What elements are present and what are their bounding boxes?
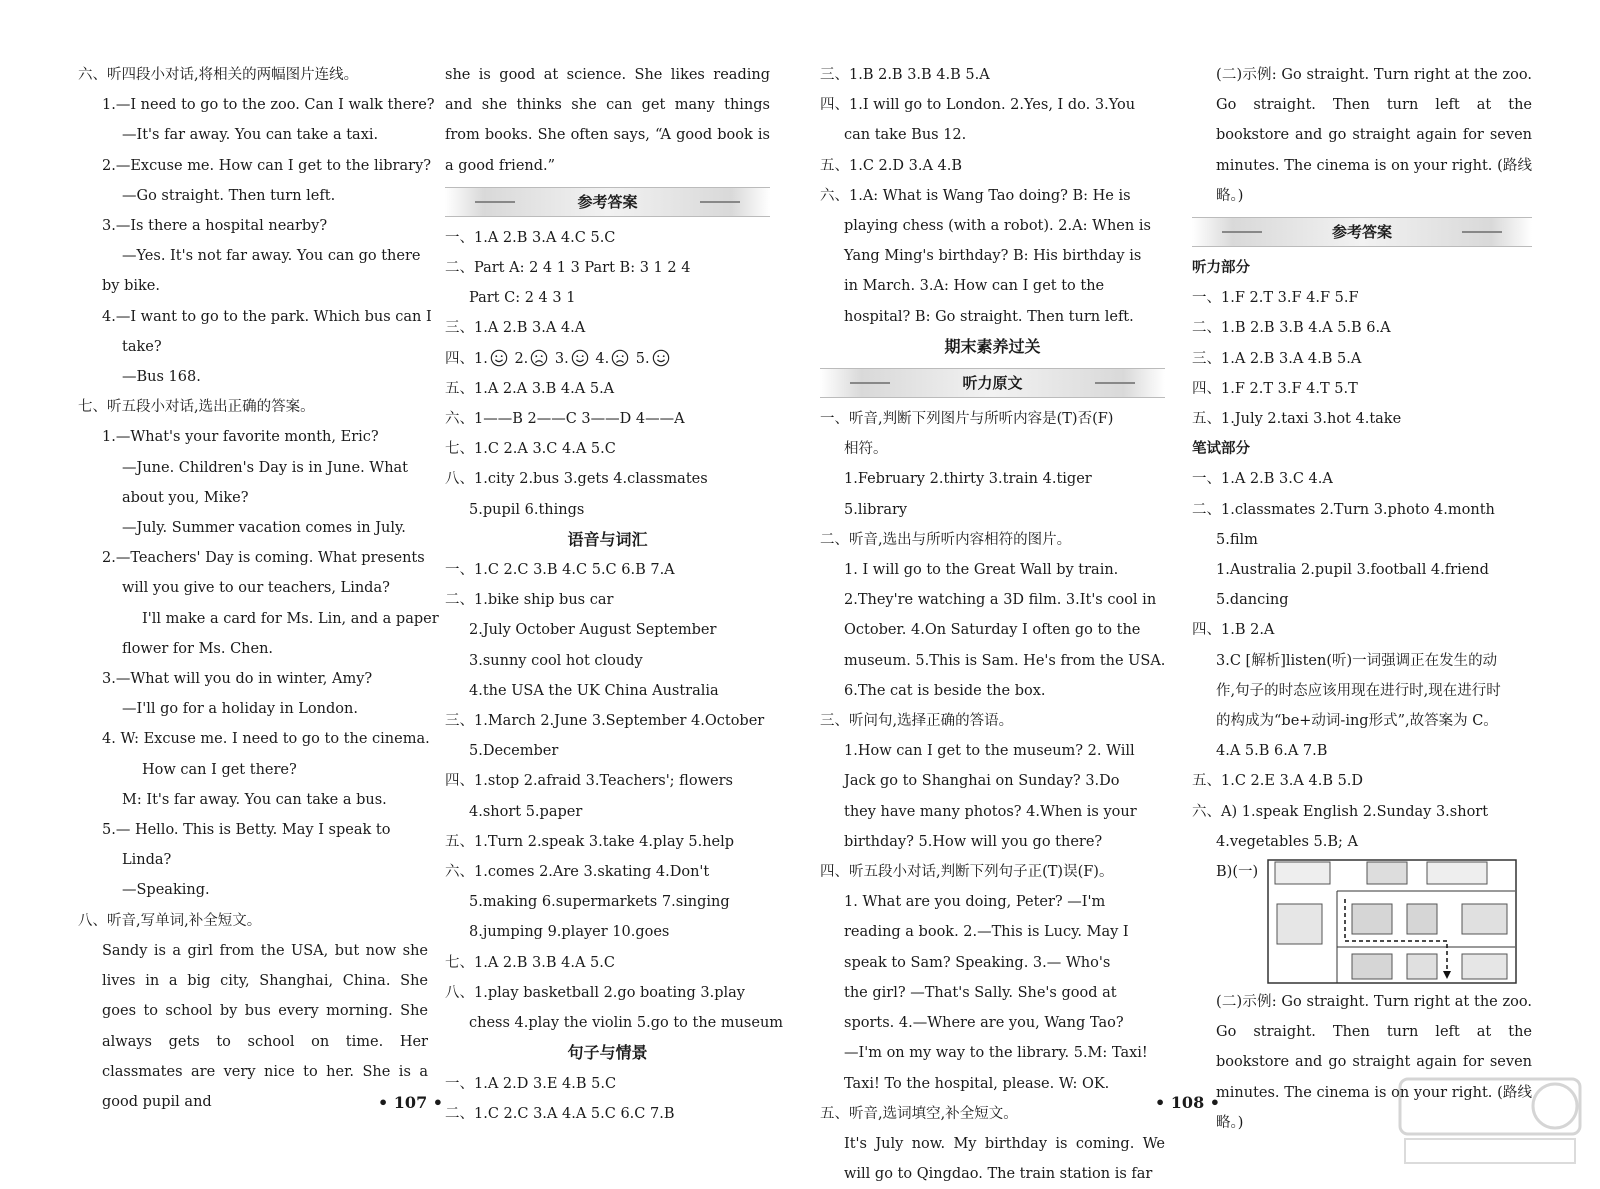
- text-line: 三、1.A 2.B 3.A 4.B 5.A: [1192, 350, 1362, 367]
- text-line: 6.The cat is beside the box.: [844, 682, 1046, 699]
- section-banner: 听力原文: [820, 368, 1165, 398]
- text-line: How can I get there?: [142, 761, 297, 778]
- route-map-block: [1192, 857, 1532, 987]
- page-107: [0, 0, 800, 1187]
- text-line: 六、听四段小对话,将相关的两幅图片连线。: [78, 67, 359, 83]
- text-line: —It's far away. You can take a taxi.: [122, 127, 379, 144]
- text-line: 二、1.bike ship bus car: [445, 592, 614, 609]
- text-line: 3.C [解析]listen(听)一词强调正在发生的动: [1216, 652, 1498, 669]
- text-line: 六、1.comes 2.Are 3.skating 4.Don't: [445, 864, 710, 881]
- text-line: I'll make a card for Ms. Lin, and a paper: [142, 610, 439, 627]
- text-line: 1.February 2.thirty 3.train 4.tiger: [844, 471, 1092, 488]
- text-line: —Go straight. Then turn left.: [122, 187, 336, 204]
- text-line: Jack go to Shanghai on Sunday? 3.Do: [844, 773, 1120, 790]
- text-line: 4. W: Excuse me. I need to go to the cinema.: [102, 731, 430, 748]
- text-line: 3.—Is there a hospital nearby?: [102, 218, 328, 235]
- text-line: playing chess (with a robot). 2.A: When is: [844, 218, 1151, 235]
- text-line: 二、1.C 2.C 3.A 4.A 5.C 6.C 7.B: [445, 1105, 675, 1122]
- text-line: 八、1.play basketball 2.go boating 3.play: [445, 984, 745, 1001]
- text-line: 1. I will go to the Great Wall by train.: [844, 562, 1119, 579]
- paragraph: (二)示例: Go straight. Turn right at the zoo. Go straight. Then turn left at the bookstore and go straight again for seven minutes. The cinema is on your right. (路线略。): [1216, 67, 1532, 204]
- text-line: 四、1.I will go to London. 2.Yes, I do. 3.You: [820, 97, 1136, 114]
- text-line: 五、1.A 2.A 3.B 4.A 5.A: [445, 380, 615, 397]
- text-line: 2.—Excuse me. How can I get to the library?: [102, 157, 432, 174]
- text-line: chess 4.play the violin 5.go to the museum: [469, 1015, 784, 1032]
- text-line: 2.—Teachers' Day is coming. What presents: [102, 550, 425, 567]
- text-line: in March. 3.A: How can I get to the: [844, 278, 1105, 295]
- text-line: —Bus 168.: [122, 369, 201, 386]
- text-line: Yang Ming's birthday? B: His birthday is: [844, 248, 1142, 265]
- text-line: reading a book. 2.—This is Lucy. May I: [844, 924, 1129, 941]
- page-number-right: • 108 •: [1155, 1093, 1220, 1112]
- text-line: the girl? —That's Sally. She's good at: [844, 984, 1117, 1001]
- text-line: about you, Mike?: [122, 489, 249, 506]
- text-line: flower for Ms. Chen.: [122, 640, 274, 657]
- text-line: 七、1.C 2.A 3.C 4.A 5.C: [445, 441, 616, 458]
- text-line: —Yes. It's not far away. You can go there: [122, 248, 421, 265]
- text-line: sports. 4.—Where are you, Wang Tao?: [844, 1015, 1124, 1032]
- paragraph: (二)示例: Go straight. Turn right at the zoo. Go straight. Then turn left at the bookstore and go straight again for seven minutes. The cinema is on your right. (路线略。): [1216, 994, 1532, 1131]
- right-column-2: [1192, 60, 1532, 1138]
- text-line: Linda?: [122, 852, 172, 869]
- text-line: 3.sunny cool hot cloudy: [469, 652, 643, 669]
- text-line: M: It's far away. You can take a bus.: [122, 791, 387, 808]
- text-line: 七、1.A 2.B 3.B 4.A 5.C: [445, 954, 615, 971]
- section-title: 语音与词汇: [567, 529, 648, 549]
- text-line: museum. 5.This is Sam. He's from the USA.: [844, 652, 1166, 669]
- text-line: 2.They're watching a 3D film. 3.It's cool in: [844, 592, 1157, 609]
- text-line: take?: [122, 338, 162, 355]
- paragraph: It's July now. My birthday is coming. We will go to Qingdao. The train station is far: [844, 1135, 1165, 1183]
- text-line: 1.—I need to go to the zoo. Can I walk there?: [102, 97, 435, 114]
- text-line: 3.—What will you do in winter, Amy?: [102, 671, 373, 688]
- text-line: 4.—I want to go to the park. Which bus can I: [102, 308, 432, 325]
- left-column-1: [78, 60, 439, 1117]
- text-line: can take Bus 12.: [844, 127, 967, 144]
- text-line: 8.jumping 9.player 10.goes: [469, 924, 670, 941]
- text-line: 六、A) 1.speak English 2.Sunday 3.short: [1192, 803, 1489, 820]
- text-line: 作,句子的时态应该用现在进行时,现在进行时: [1216, 682, 1501, 699]
- text-line: 5.dancing: [1216, 592, 1289, 609]
- text-line: hospital? B: Go straight. Then turn left.: [844, 308, 1134, 325]
- text-line: 1.—What's your favorite month, Eric?: [102, 429, 379, 446]
- text-line: —I'll go for a holiday in London.: [122, 701, 358, 718]
- text-line: —I'm on my way to the library. 5.M: Taxi!: [844, 1045, 1148, 1062]
- smiley-face-icon: [571, 349, 589, 367]
- text-line: Taxi! To the hospital, please. W: OK.: [844, 1075, 1110, 1092]
- text-line: 一、1.A 2.B 3.A 4.C 5.C: [445, 229, 616, 246]
- watermark-logo: [1395, 1074, 1585, 1169]
- text-line: 六、1——B 2——C 3——D 4——A: [445, 411, 685, 428]
- text-line: 5.making 6.supermarkets 7.singing: [469, 894, 730, 911]
- smiley-face-icon: [652, 349, 670, 367]
- text-line: 三、1.March 2.June 3.September 4.October: [445, 713, 765, 730]
- text-line: Part C: 2 4 3 1: [469, 290, 576, 307]
- text-line: 1. What are you doing, Peter? —I'm: [844, 894, 1106, 911]
- smiley-face-icon: [490, 349, 508, 367]
- text-line: 4.the USA the UK China Australia: [469, 682, 719, 699]
- paragraph: Sandy is a girl from the USA, but now she lives in a big city, Shanghai, China. She goes to school by bus every morning. She always gets to school on time. Her classmates are very nice to her. She is a good pupil and: [102, 942, 428, 1110]
- text-line: 三、1.B 2.B 3.B 4.B 5.A: [820, 67, 990, 83]
- text-line: 六、1.A: What is Wang Tao doing? B: He is: [820, 187, 1131, 204]
- text-line: 二、1.B 2.B 3.B 4.A 5.B 6.A: [1192, 320, 1391, 337]
- text-line: —July. Summer vacation comes in July.: [122, 520, 406, 537]
- text-line: —June. Children's Day is in June. What: [122, 459, 409, 476]
- page-108: [800, 0, 1600, 1187]
- text-line: 相符。: [844, 441, 888, 458]
- text-line: 五、听音,选词填空,补全短文。: [820, 1105, 1018, 1122]
- map-label: B)(一): [1216, 864, 1259, 881]
- text-line: 五、1.C 2.E 3.A 4.B 5.D: [1192, 773, 1364, 790]
- paragraph: she is good at science. She likes reading and she thinks she can get many things from books. She often says, “A good book is a good friend.”: [445, 67, 770, 174]
- text-line: 二、听音,选出与所听内容相符的图片。: [820, 531, 1072, 548]
- text-line: 八、听音,写单词,补全短文。: [78, 912, 262, 929]
- text-line: birthday? 5.How will you go there?: [844, 833, 1103, 850]
- left-column-2: [445, 60, 784, 1129]
- section-title: 期末素养过关: [944, 336, 1041, 356]
- text-line: 四、1.B 2.A: [1192, 622, 1275, 639]
- text-line: 四、听五段小对话,判断下列句子正(T)误(F)。: [820, 864, 1114, 881]
- text-line: 八、1.city 2.bus 3.gets 4.classmates: [445, 471, 708, 488]
- right-column-1: [820, 60, 1165, 1189]
- section-title: 句子与情景: [567, 1043, 648, 1063]
- text-line: 4.vegetables 5.B; A: [1216, 833, 1358, 850]
- text-line: 四、1.stop 2.afraid 3.Teachers'; flowers: [445, 773, 733, 790]
- text-line: 一、1.A 2.B 3.C 4.A: [1192, 471, 1333, 488]
- text-line: 4.short 5.paper: [469, 803, 583, 820]
- text-line: —Speaking.: [122, 882, 210, 899]
- faces-line: 四、1. 2. 3. 4. 5.: [445, 344, 770, 374]
- text-line: 5.— Hello. This is Betty. May I speak to: [102, 822, 391, 839]
- text-line: 五、1.C 2.D 3.A 4.B: [820, 157, 963, 174]
- text-line: 5.pupil 6.things: [469, 501, 585, 518]
- text-line: October. 4.On Saturday I often go to the: [844, 622, 1141, 639]
- text-line: 五、1.July 2.taxi 3.hot 4.take: [1192, 411, 1402, 428]
- text-line: will you give to our teachers, Linda?: [122, 580, 390, 597]
- text-line: 的构成为“be+动词-ing形式”,故答案为 C。: [1216, 713, 1498, 730]
- sad-face-icon: [611, 349, 629, 367]
- text-line: 一、1.A 2.D 3.E 4.B 5.C: [445, 1075, 617, 1092]
- section-heading: 听力部分: [1192, 259, 1250, 277]
- text-line: speak to Sam? Speaking. 3.— Who's: [844, 954, 1111, 971]
- text-line: 三、听问句,选择正确的答语。: [820, 713, 1014, 730]
- text-line: they have many photos? 4.When is your: [844, 803, 1137, 820]
- text-line: 5.December: [469, 743, 559, 760]
- section-banner: 参考答案: [445, 187, 770, 217]
- text-line: 1.How can I get to the museum? 2. Will: [844, 743, 1135, 760]
- text-line: 七、听五段小对话,选出正确的答案。: [78, 399, 315, 416]
- route-map-image: [1267, 859, 1517, 984]
- text-line: 五、1.Turn 2.speak 3.take 4.play 5.help: [445, 833, 735, 850]
- text-line: by bike.: [102, 278, 160, 295]
- text-line: 一、1.C 2.C 3.B 4.C 5.C 6.B 7.A: [445, 562, 675, 579]
- text-line: 1.Australia 2.pupil 3.football 4.friend: [1216, 562, 1489, 579]
- section-heading: 笔试部分: [1192, 440, 1250, 458]
- faces-prefix: 四、1.: [445, 350, 488, 367]
- text-line: 三、1.A 2.B 3.A 4.A: [445, 320, 586, 337]
- sad-face-icon: [530, 349, 548, 367]
- text-line: 5.film: [1216, 531, 1258, 548]
- text-line: 5.library: [844, 501, 908, 518]
- text-line: 二、Part A: 2 4 1 3 Part B: 3 1 2 4: [445, 260, 691, 277]
- text-line: 四、1.F 2.T 3.F 4.T 5.T: [1192, 380, 1358, 397]
- text-line: 一、1.F 2.T 3.F 4.F 5.F: [1192, 290, 1359, 307]
- text-line: 二、1.classmates 2.Turn 3.photo 4.month: [1192, 501, 1495, 518]
- text-line: 一、听音,判断下列图片与所听内容是(T)否(F): [820, 411, 1114, 428]
- page-number-left: • 107 •: [378, 1093, 443, 1112]
- section-banner: 参考答案: [1192, 217, 1532, 247]
- text-line: 4.A 5.B 6.A 7.B: [1216, 743, 1328, 760]
- text-line: 2.July October August September: [469, 622, 717, 639]
